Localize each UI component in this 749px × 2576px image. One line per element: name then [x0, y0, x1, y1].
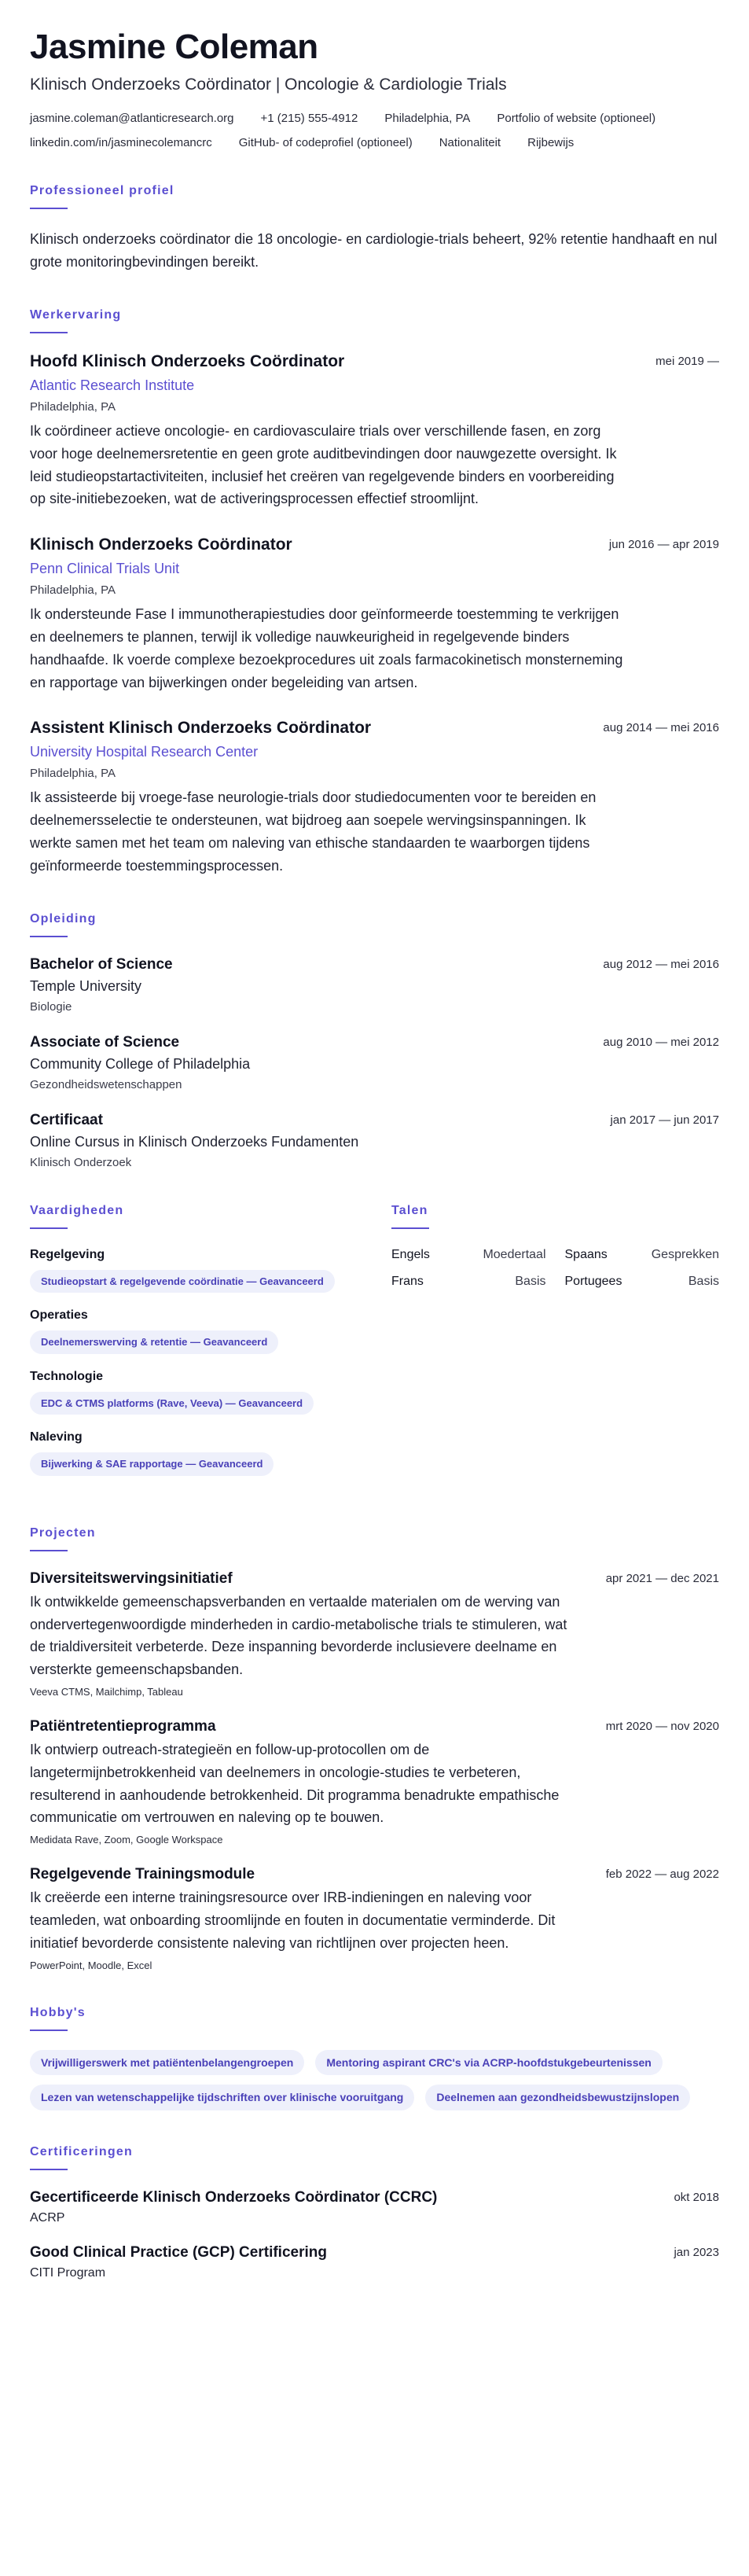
section-divider — [30, 936, 68, 937]
skill-group — [30, 1308, 360, 1354]
skills-languages-row — [30, 1204, 719, 1492]
language-level: Moedertaal — [483, 1247, 546, 1261]
education-school: Online Cursus in Klinisch Onderzoeks Fundamenten — [30, 1133, 359, 1150]
certification-org: ACRP — [30, 2211, 65, 2225]
project-title: Patiëntretentieprogramma — [30, 1717, 216, 1735]
project-description: Ik ontwierp outreach-strategieën en follow-up-protocollen om de langetermijnbetrokkenheid van deelnemers in oncologie-studies te verbeteren, resulterend in aanhoudende betrokkenheid. Dit programma benadrukte empathische communicatie om vertrouwen en naleving op te bouwen. — [30, 1741, 560, 1826]
education-degree: Associate of Science — [30, 1033, 180, 1051]
project-date: mrt 2020 — nov 2020 — [605, 1719, 719, 1733]
job-description: Ik coördineer actieve oncologie- en cardiovasculaire trials over verschillende fasen, en zorg voor hoge deelnemersretentie en geen grote auditbevindingen door nauwgezette oversight. Ik leid studieopstartactiviteiten, inclusief het creëren van regelgevende binders en voorbereiding op site-initiebezoeken, wat de activeringsprocessen effectief stroomlijnt. — [30, 422, 617, 507]
hobbies-section — [30, 2006, 719, 2111]
section-title: Projecten — [30, 1525, 96, 1540]
certification-org: CITI Program — [30, 2266, 106, 2280]
section-title: Vaardigheden — [30, 1203, 124, 1217]
skill-group — [30, 1248, 360, 1294]
education-entry — [30, 956, 719, 1014]
project-tools: Medidata Rave, Zoom, Google Workspace — [30, 1834, 223, 1846]
language-level: Basis — [688, 1274, 719, 1288]
education-field: Biologie — [30, 999, 72, 1014]
language-item — [391, 1248, 546, 1262]
languages-section — [391, 1204, 719, 1492]
section-title: Professioneel profiel — [30, 184, 174, 198]
job-location: Philadelphia, PA — [30, 583, 116, 598]
language-item — [391, 1275, 546, 1289]
job-title: Klinisch Onderzoeks Coördinator — [30, 535, 292, 554]
skill-category: Naleving — [30, 1430, 83, 1444]
section-divider — [30, 1227, 68, 1229]
education-degree: Bachelor of Science — [30, 955, 173, 973]
language-name: Engels — [391, 1247, 430, 1261]
section-divider — [391, 1227, 429, 1229]
section-title: Hobby's — [30, 2005, 86, 2019]
skill-category: Regelgeving — [30, 1247, 105, 1261]
contact-nationality: Nationaliteit — [439, 136, 501, 150]
education-entry — [30, 1112, 719, 1169]
contact-github[interactable]: GitHub- of codeprofiel (optioneel) — [238, 136, 413, 150]
education-field: Gezondheidswetenschappen — [30, 1077, 182, 1091]
certification-date: okt 2018 — [674, 2191, 719, 2205]
job-company: Atlantic Research Institute — [30, 377, 195, 393]
section-divider — [30, 2169, 68, 2170]
job-company: University Hospital Research Center — [30, 744, 259, 760]
project-tools: Veeva CTMS, Mailchimp, Tableau — [30, 1685, 183, 1698]
resume-header — [30, 28, 719, 149]
summary-text: Klinisch onderzoeks coördinator die 18 oncologie- en cardiologie-trials beheert, 92% retentie handhaaft en nul grote monitoringbevindingen bereikt. — [30, 231, 718, 270]
certification-entry — [30, 2189, 719, 2225]
section-divider — [30, 1550, 68, 1551]
contact-email[interactable]: jasmine.coleman@atlanticresearch.org — [30, 112, 234, 126]
project-tools: PowerPoint, Moodle, Excel — [30, 1959, 152, 1971]
job-entry — [30, 719, 719, 877]
job-description: Ik assisteerde bij vroege-fase neurologie-trials door studiedocumenten voor te bereiden en deelnemersselectie te ondersteunen, wat bijdroeg aan soepele wervingsinspanningen. Ik werkte samen met het team om naleving van ethische standaarden te waarborgen tijdens geïnformeerde toestemmingsprocessen. — [30, 789, 597, 874]
project-title: Regelgevende Trainingsmodule — [30, 1866, 255, 1883]
language-item — [565, 1275, 720, 1289]
language-name: Portugees — [564, 1274, 622, 1288]
education-field: Klinisch Onderzoek — [30, 1155, 132, 1169]
education-date: jan 2017 — jun 2017 — [610, 1113, 719, 1127]
summary-section — [30, 184, 719, 274]
hobby-chip: Lezen van wetenschappelijke tijdschriften over klinische vooruitgang — [30, 2085, 414, 2110]
candidate-name: Jasmine Coleman — [30, 28, 318, 66]
certification-entry — [30, 2244, 719, 2280]
language-grid — [391, 1248, 719, 1289]
certification-name: Good Clinical Practice (GCP) Certificering — [30, 2244, 327, 2261]
section-divider — [30, 2030, 68, 2031]
skill-chip: Studieopstart & regelgevende coördinatie — Geavanceerd — [30, 1270, 335, 1294]
project-entry — [30, 1570, 719, 1698]
skill-category: Operaties — [30, 1308, 88, 1323]
language-name: Frans — [391, 1274, 424, 1288]
contact-linkedin[interactable]: linkedin.com/in/jasminecolemancrc — [30, 136, 212, 150]
job-company: Penn Clinical Trials Unit — [30, 561, 180, 577]
section-title: Certificeringen — [30, 2145, 133, 2159]
contact-portfolio[interactable]: Portfolio of website (optioneel) — [497, 112, 656, 126]
skills-section — [30, 1204, 360, 1492]
certifications-section — [30, 2145, 719, 2280]
project-entry — [30, 1718, 719, 1846]
skill-chip: Deelnemerswerving & retentie — Geavanceerd — [30, 1330, 278, 1354]
contact-list — [30, 112, 719, 149]
job-description: Ik ondersteunde Fase I immunotherapiestudies door geïnformeerde toestemming te verkrijgen en deelnemers te plannen, terwijl ik volledige nauwkeurigheid in regelgevende binders handhaafde. Ik voerde complexe bezoekprocedures uit zoals farmacokinetisch monsterneming en rapportage van bijwerkingen onder begeleiding van artsen. — [30, 606, 623, 690]
job-location: Philadelphia, PA — [30, 399, 116, 414]
certification-name: Gecertificeerde Klinisch Onderzoeks Coördinator (CCRC) — [30, 2189, 438, 2206]
skill-group — [30, 1430, 360, 1476]
job-title: Assistent Klinisch Onderzoeks Coördinator — [30, 719, 372, 738]
project-date: feb 2022 — aug 2022 — [605, 1868, 719, 1882]
job-title: Hoofd Klinisch Onderzoeks Coördinator — [30, 351, 345, 370]
project-title: Diversiteitswervingsinitiatief — [30, 1570, 233, 1587]
job-entry — [30, 352, 719, 510]
section-divider — [30, 332, 68, 333]
education-school: Community College of Philadelphia — [30, 1055, 251, 1072]
certification-date: jan 2023 — [674, 2246, 719, 2260]
project-description: Ik ontwikkelde gemeenschapsverbanden en vertaalde materialen om de werving van ondervertegenwoordigde minderheden in cardio-metabolische trials te stimuleren, wat de trialdiversiteit verbeterde. Deze inspanning bevorderde inclusievere deelname en versterkte gemeenschapsbanden. — [30, 1593, 567, 1678]
education-entry — [30, 1034, 719, 1091]
section-title: Opleiding — [30, 911, 97, 926]
section-title: Talen — [391, 1203, 428, 1217]
section-title: Werkervaring — [30, 307, 122, 322]
skill-chip: EDC & CTMS platforms (Rave, Veeva) — Geavanceerd — [30, 1392, 314, 1415]
education-date: aug 2012 — mei 2016 — [603, 957, 719, 971]
project-entry — [30, 1866, 719, 1971]
hobby-list — [30, 2050, 719, 2111]
skill-chip: Bijwerking & SAE rapportage — Geavanceerd — [30, 1452, 274, 1476]
language-name: Spaans — [564, 1247, 608, 1261]
language-level: Basis — [515, 1274, 546, 1288]
skill-group — [30, 1370, 360, 1415]
project-date: apr 2021 — dec 2021 — [605, 1571, 719, 1585]
contact-drivers-license: Rijbewijs — [527, 136, 575, 150]
education-school: Temple University — [30, 977, 142, 994]
job-date: aug 2014 — mei 2016 — [603, 721, 719, 735]
hobby-chip: Vrijwilligerswerk met patiëntenbelangengroepen — [30, 2050, 304, 2076]
language-level: Gesprekken — [651, 1247, 719, 1261]
skill-category: Technologie — [30, 1369, 104, 1383]
experience-section — [30, 308, 719, 878]
section-divider — [30, 208, 68, 209]
education-degree: Certificaat — [30, 1111, 103, 1128]
hobby-chip: Mentoring aspirant CRC's via ACRP-hoofdstukgebeurtenissen — [315, 2050, 663, 2076]
job-date: jun 2016 — apr 2019 — [608, 538, 719, 552]
language-item — [565, 1248, 720, 1262]
job-entry — [30, 535, 719, 694]
hobby-chip: Deelnemen aan gezondheidsbewustzijnslopen — [425, 2085, 690, 2110]
contact-location: Philadelphia, PA — [384, 112, 471, 126]
education-section — [30, 912, 719, 1169]
candidate-headline: Klinisch Onderzoeks Coördinator | Oncologie & Cardiologie Trials — [30, 75, 507, 94]
project-description: Ik creëerde een interne trainingsresource over IRB-indieningen en naleving voor teamleden, wat onboarding stroomlijnde en fouten in documentatie verminderde. Dit initiatief bevorderde consistente naleving van richtlijnen over projecten heen. — [30, 1890, 556, 1951]
job-location: Philadelphia, PA — [30, 767, 116, 781]
projects-section — [30, 1526, 719, 1971]
education-date: aug 2010 — mei 2012 — [603, 1035, 719, 1049]
job-date: mei 2019 — — [655, 354, 719, 368]
contact-phone[interactable]: +1 (215) 555-4912 — [260, 112, 358, 126]
